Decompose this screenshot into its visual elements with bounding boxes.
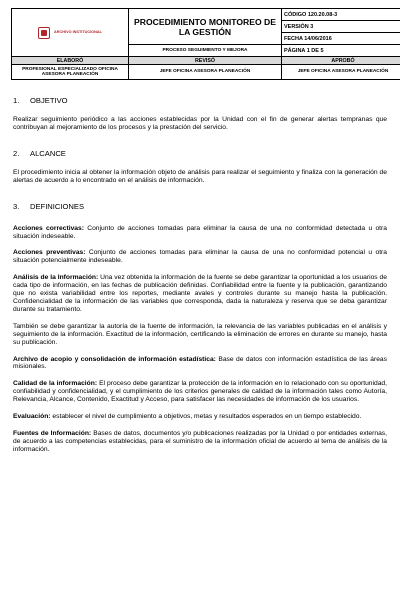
aprobo-by: JEFE OFICINA ASESORA PLANEACIÓN bbox=[282, 65, 400, 80]
logo-text: ARCHIVO INSTITUCIONAL bbox=[54, 30, 102, 35]
definition-text: Bases de datos, documentos y/o publicaciones realizadas por la Unidad o por entidades externas, de acuerdo a las competencias establecidas, para el suministro de la información oficial de acuerdo al tema de análisis de la información. bbox=[13, 429, 387, 453]
definition-item bbox=[13, 249, 387, 265]
section-title: OBJETIVO bbox=[30, 96, 68, 105]
label-elaboro: ELABORÓ bbox=[12, 57, 129, 65]
label-reviso: REVISÓ bbox=[129, 57, 282, 65]
section-number: 1. bbox=[13, 96, 20, 105]
definition-item bbox=[13, 356, 387, 372]
definition-text: También se debe garantizar la autoría de la fuente de información, la relevancia de las variables publicadas en el análisis y seguimiento de la información. Exactitud de la información, certificando la eliminación de errores en durante su manejo, hasta su publicación. bbox=[13, 322, 387, 346]
document-body bbox=[13, 96, 387, 463]
definition-item bbox=[13, 430, 387, 454]
elaboro-by: PROFESIONAL ESPECIALIZADO OFICINA ASESORA PLANEACIÓN bbox=[12, 65, 129, 80]
section-heading-alcance bbox=[13, 149, 387, 158]
definition-term: Fuentes de Información: bbox=[13, 429, 92, 437]
document-subtitle: PROCESO SEGUIMIENTO Y MEJORA bbox=[162, 48, 248, 53]
definition-item bbox=[13, 274, 387, 314]
definition-continuation bbox=[13, 323, 387, 347]
definition-text: Conjunto de acciones tomadas para eliminar la causa de una no conformidad detectada u otra situación indeseable. bbox=[13, 224, 387, 240]
document-page-number: PÁGINA 1 DE 5 bbox=[282, 45, 400, 57]
document-header-table bbox=[11, 8, 400, 80]
document-code: CÓDIGO 120.20.08-3 bbox=[282, 9, 400, 21]
definition-text: Una vez obtenida la información de la fuente se debe garantizar la oportunidad a los usuarios de cada tipo de información, en las fechas de publicación definidas. Confiabilidad entre la fuente y la publicación, garantizando que no exista variabilidad entre los reportes, mediante avales y controles durante su manejo hasta la publicación. Confidencialidad de la información de las variables que corresponda, dada la naturaleza y reserva que se deba garantizar durante su tratamiento. bbox=[13, 274, 387, 313]
document-date: FECHA 14/06/2016 bbox=[282, 33, 400, 45]
definition-term: Acciones correctivas: bbox=[13, 224, 84, 232]
definition-text: El proceso debe garantizar la protección de la información en lo relacionado con su oportunidad, confiabilidad y confidencialidad, y el cumplimiento de los criterios generales de calidad de la información tales como Autoría, Relevancia, Alcance, Contenido, Exactitud y Acceso, para satisfacer las necesidades de información de los usuarios. bbox=[13, 380, 388, 404]
reviso-by: JEFE OFICINA ASESORA PLANEACIÓN bbox=[129, 65, 282, 80]
section-heading-definiciones bbox=[13, 202, 387, 211]
definition-item bbox=[13, 380, 387, 404]
title-cell bbox=[129, 9, 282, 45]
document-version: VERSIÓN 3 bbox=[282, 21, 400, 33]
definition-text: Base de datos con información estadística de las áreas misionales. bbox=[13, 355, 387, 371]
logo-icon bbox=[38, 27, 50, 39]
section-title: ALCANCE bbox=[30, 148, 66, 158]
section-heading-objetivo bbox=[13, 96, 387, 105]
alcance-paragraph: El procedimiento inicia al obtener la información objeto de análisis para realizar el seguimiento y finaliza con la generación de alertas de acuerdo a lo encontrado en el análisis de información. bbox=[13, 168, 387, 184]
objetivo-paragraph: Realizar seguimiento periódico a las acciones establecidas por la Unidad con el fin de generar alertas tempranas que contribuyan al mejoramiento de los procesos y la prestación del servicio. bbox=[13, 116, 387, 131]
definition-text: Conjunto de acciones tomadas para eliminar la causa de una no conformidad potencial u otra situación potencialmente indeseable. bbox=[13, 249, 387, 265]
institution-logo bbox=[14, 27, 126, 39]
definition-term: Evaluación: bbox=[13, 413, 51, 421]
subtitle-cell bbox=[129, 45, 282, 57]
definition-text: establecer el nivel de cumplimiento a objetivos, metas y resultados esperados en un tiempo establecido. bbox=[50, 413, 362, 421]
section-number: 2. bbox=[13, 148, 20, 158]
definition-term: Archivo de acopio y consolidación de información estadística: bbox=[13, 355, 216, 363]
definition-item bbox=[13, 413, 387, 421]
definition-item bbox=[13, 225, 387, 241]
definition-term: Análisis de la Información: bbox=[13, 274, 99, 282]
logo-cell bbox=[12, 9, 129, 57]
definition-term: Acciones preventivas: bbox=[13, 249, 86, 257]
definition-term: Calidad de la información: bbox=[13, 380, 98, 388]
section-title: DEFINICIONES bbox=[30, 201, 85, 211]
section-number: 3. bbox=[13, 201, 20, 211]
label-aprobo: APROBÓ bbox=[282, 57, 400, 65]
document-title: PROCEDIMIENTO MONITOREO DE LA GESTIÓN bbox=[134, 16, 276, 37]
